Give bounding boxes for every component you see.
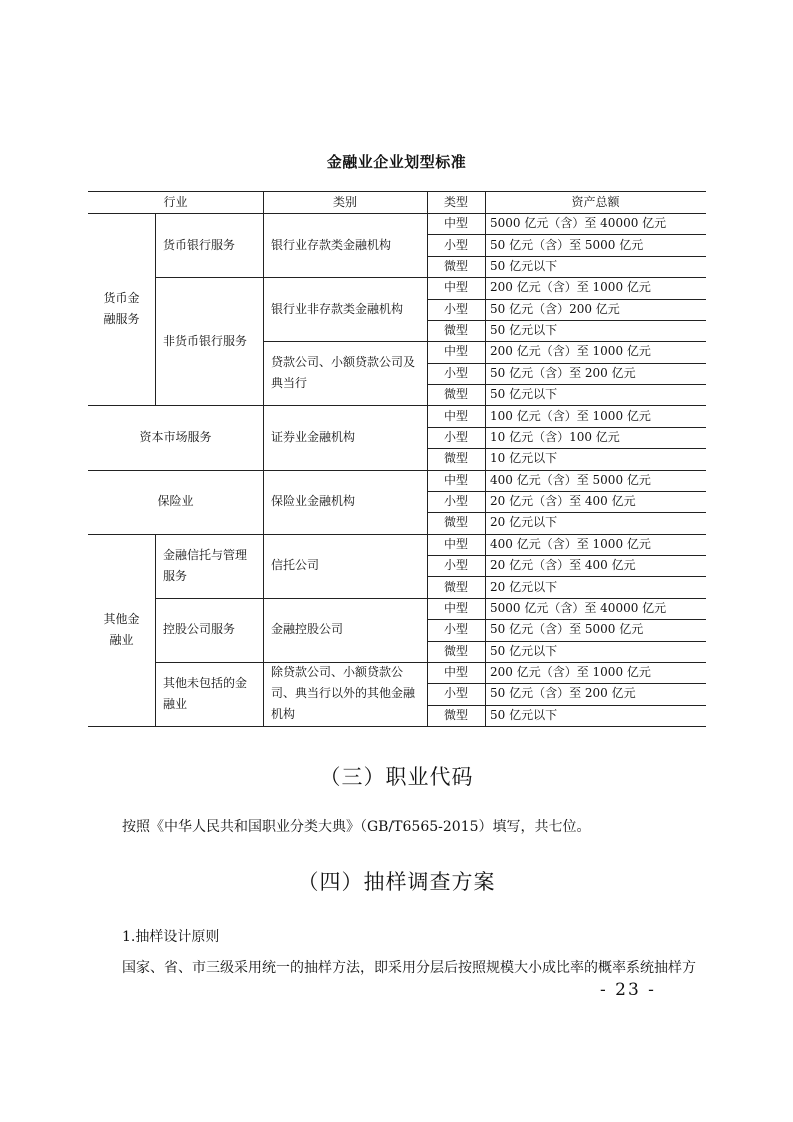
table-rule	[88, 726, 706, 727]
asset-range-cell: 200 亿元（含）至 1000 亿元	[490, 665, 651, 680]
asset-range-cell: 200 亿元（含）至 1000 亿元	[490, 280, 651, 295]
subindustry-cell: 其他未包括的金融业	[163, 675, 248, 711]
industry-cell: 资本市场服务	[139, 429, 212, 444]
category-cell: 保险业金融机构	[271, 494, 356, 509]
header-industry: 行业	[163, 194, 188, 209]
category-cell: 贷款公司、小额贷款公司及典当行	[271, 355, 416, 391]
category-cell: 金融控股公司	[271, 622, 344, 637]
size-type-cell: 小型	[443, 365, 468, 380]
size-type-cell: 微型	[443, 451, 468, 466]
table-rule	[427, 191, 428, 726]
asset-range-cell: 100 亿元（含）至 1000 亿元	[490, 408, 651, 423]
asset-range-cell: 50 亿元（含）200 亿元	[490, 301, 620, 316]
size-type-cell: 小型	[443, 622, 468, 637]
occupation-code-paragraph: 按照《中华人民共和国职业分类大典》（GB/T6565-2015）填写，共七位。	[122, 819, 591, 835]
size-type-cell: 微型	[443, 323, 468, 338]
size-type-cell: 中型	[443, 665, 468, 680]
size-type-cell: 小型	[443, 301, 468, 316]
asset-range-cell: 5000 亿元（含）至 40000 亿元	[490, 600, 667, 615]
asset-range-cell: 50 亿元以下	[490, 258, 558, 273]
table-rule	[485, 191, 486, 726]
subindustry-cell: 控股公司服务	[163, 622, 236, 637]
size-type-cell: 中型	[443, 472, 468, 487]
size-type-cell: 中型	[443, 216, 468, 231]
size-type-cell: 微型	[443, 387, 468, 402]
industry-cell: 保险业	[157, 494, 194, 509]
asset-range-cell: 200 亿元（含）至 1000 亿元	[490, 344, 651, 359]
size-type-cell: 小型	[443, 558, 468, 573]
page-number: - 23 -	[600, 980, 656, 1000]
table-rule	[263, 191, 264, 726]
size-type-cell: 中型	[443, 280, 468, 295]
header-category: 类别	[332, 194, 357, 209]
asset-range-cell: 50 亿元以下	[490, 323, 558, 338]
size-type-cell: 微型	[443, 258, 468, 273]
asset-range-cell: 50 亿元（含）至 200 亿元	[490, 365, 636, 380]
industry-cell: 货币金融服务	[103, 291, 140, 327]
table-rule	[88, 191, 706, 192]
category-cell: 银行业存款类金融机构	[271, 237, 392, 252]
category-cell: 除贷款公司、小额贷款公司、典当行以外的其他金融机构	[271, 665, 416, 722]
category-cell: 信托公司	[271, 558, 320, 573]
section-heading-sampling-plan: （四）抽样调查方案	[297, 870, 496, 894]
sampling-principle-paragraph: 国家、省、市三级采用统一的抽样方法，即采用分层后按照规模大小成比率的概率系统抽样方	[122, 960, 696, 976]
table-rule	[88, 213, 706, 214]
asset-range-cell: 50 亿元以下	[490, 387, 558, 402]
asset-range-cell: 50 亿元以下	[490, 643, 558, 658]
size-type-cell: 中型	[443, 600, 468, 615]
size-type-cell: 小型	[443, 494, 468, 509]
size-type-cell: 微型	[443, 579, 468, 594]
category-cell: 证券业金融机构	[271, 429, 356, 444]
subindustry-cell: 非货币银行服务	[163, 333, 248, 348]
asset-range-cell: 20 亿元（含）至 400 亿元	[490, 558, 636, 573]
size-type-cell: 中型	[443, 344, 468, 359]
size-type-cell: 微型	[443, 707, 468, 722]
size-type-cell: 小型	[443, 237, 468, 252]
asset-range-cell: 20 亿元以下	[490, 515, 558, 530]
size-type-cell: 小型	[443, 429, 468, 444]
subindustry-cell: 货币银行服务	[163, 237, 236, 252]
header-assets: 资产总额	[571, 194, 620, 209]
asset-range-cell: 50 亿元以下	[490, 707, 558, 722]
asset-range-cell: 400 亿元（含）至 5000 亿元	[490, 472, 651, 487]
size-type-cell: 小型	[443, 686, 468, 701]
asset-range-cell: 20 亿元（含）至 400 亿元	[490, 494, 636, 509]
asset-range-cell: 20 亿元以下	[490, 579, 558, 594]
asset-range-cell: 400 亿元（含）至 1000 亿元	[490, 536, 651, 551]
size-type-cell: 微型	[443, 515, 468, 530]
asset-range-cell: 10 亿元以下	[490, 451, 558, 466]
size-type-cell: 中型	[443, 408, 468, 423]
subindustry-cell: 金融信托与管理服务	[163, 547, 248, 583]
size-type-cell: 中型	[443, 536, 468, 551]
size-type-cell: 微型	[443, 643, 468, 658]
asset-range-cell: 50 亿元（含）至 5000 亿元	[490, 622, 644, 637]
asset-range-cell: 5000 亿元（含）至 40000 亿元	[490, 216, 667, 231]
industry-cell: 其他金融业	[103, 611, 140, 647]
table-title: 金融业企业划型标准	[326, 153, 467, 171]
asset-range-cell: 10 亿元（含）100 亿元	[490, 429, 620, 444]
header-type: 类型	[443, 194, 468, 209]
asset-range-cell: 50 亿元（含）至 5000 亿元	[490, 237, 644, 252]
sampling-principle-subheading: 1.抽样设计原则	[122, 929, 220, 945]
asset-range-cell: 50 亿元（含）至 200 亿元	[490, 686, 636, 701]
section-heading-occupation-code: （三）职业代码	[319, 765, 474, 789]
category-cell: 银行业非存款类金融机构	[271, 301, 404, 316]
